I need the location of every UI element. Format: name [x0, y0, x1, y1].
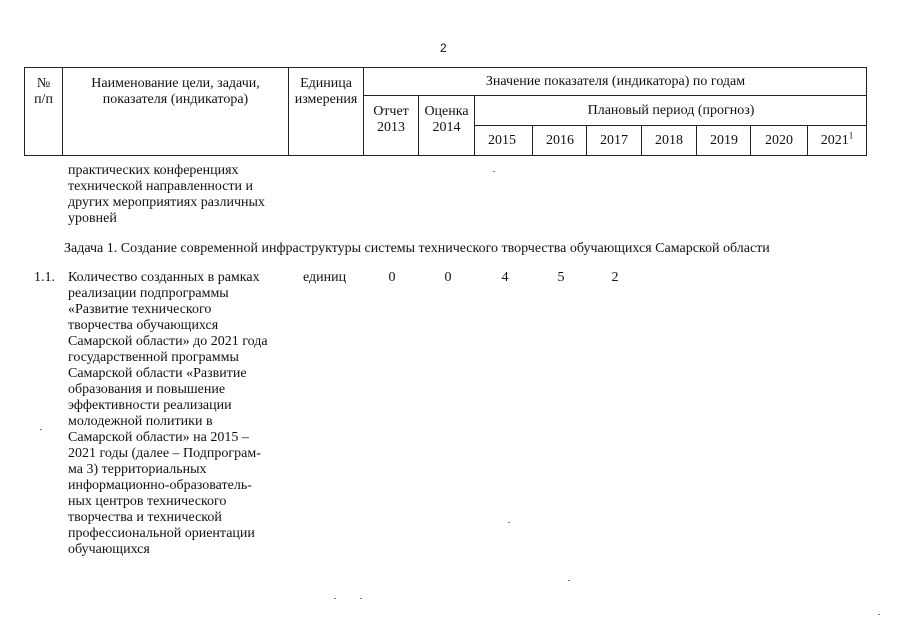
year-2015: 2015 — [488, 133, 516, 148]
scan-speck — [878, 614, 880, 615]
row-unit: единиц — [303, 270, 347, 285]
continuation-text: практических конференциях технической направленности и других мероприятиях различных уровней — [68, 163, 265, 226]
year-2017: 2017 — [600, 133, 628, 148]
scan-speck — [40, 429, 42, 430]
header-plan-title: Плановый период (прогноз) — [587, 103, 755, 118]
year-2016: 2016 — [546, 133, 574, 148]
header-report: Отчет 2013 — [373, 104, 409, 135]
row-number: 1.1. — [34, 270, 55, 285]
scan-speck — [508, 522, 510, 523]
year-2018: 2018 — [655, 133, 683, 148]
scan-speck — [360, 598, 362, 599]
page-number: 2 — [440, 41, 447, 55]
table-header — [24, 67, 867, 156]
footnote-mark: 1 — [848, 130, 854, 141]
header-group-title: Значение показателя (индикатора) по годам — [485, 74, 746, 89]
value-2015: 4 — [501, 270, 509, 285]
group-divider — [363, 95, 867, 96]
header-border-top — [24, 67, 867, 68]
header-unit: Единица измерения — [294, 76, 358, 107]
task-heading: Задача 1. Создание современной инфраструктуры системы технического творчества обучающихся Самарской области — [64, 241, 770, 256]
year-2021: 2021$^1$ — [820, 130, 854, 148]
header-estimate: Оценка 2014 — [424, 104, 469, 135]
scan-speck — [334, 598, 336, 599]
row-name: Количество созданных в рамках реализации подпрограммы «Развитие технического творчества обучающихся Самарской области» до 2021 года государственной программы Самарской области «Развитие образования и повышение эффективности реализации молодежной политики в Самарской области» на 2015 – 2021 годы (далее – Подпрограм- ма 3) территориальных информационно-образователь- ных центров технического творчества и технической профессиональной ориентации обучающихся — [68, 270, 268, 557]
value-2013: 0 — [388, 270, 396, 285]
year-2020: 2020 — [765, 133, 793, 148]
value-2017: 2 — [611, 270, 619, 285]
header-name: Наименование цели, задачи, показателя (индикатора) — [91, 76, 260, 107]
header-number: № п/п — [34, 76, 53, 107]
scan-speck — [568, 580, 570, 581]
year-2019: 2019 — [710, 133, 738, 148]
header-border-bottom — [24, 155, 867, 156]
value-2016: 5 — [557, 270, 565, 285]
value-2014: 0 — [444, 270, 452, 285]
scan-speck — [493, 171, 495, 172]
